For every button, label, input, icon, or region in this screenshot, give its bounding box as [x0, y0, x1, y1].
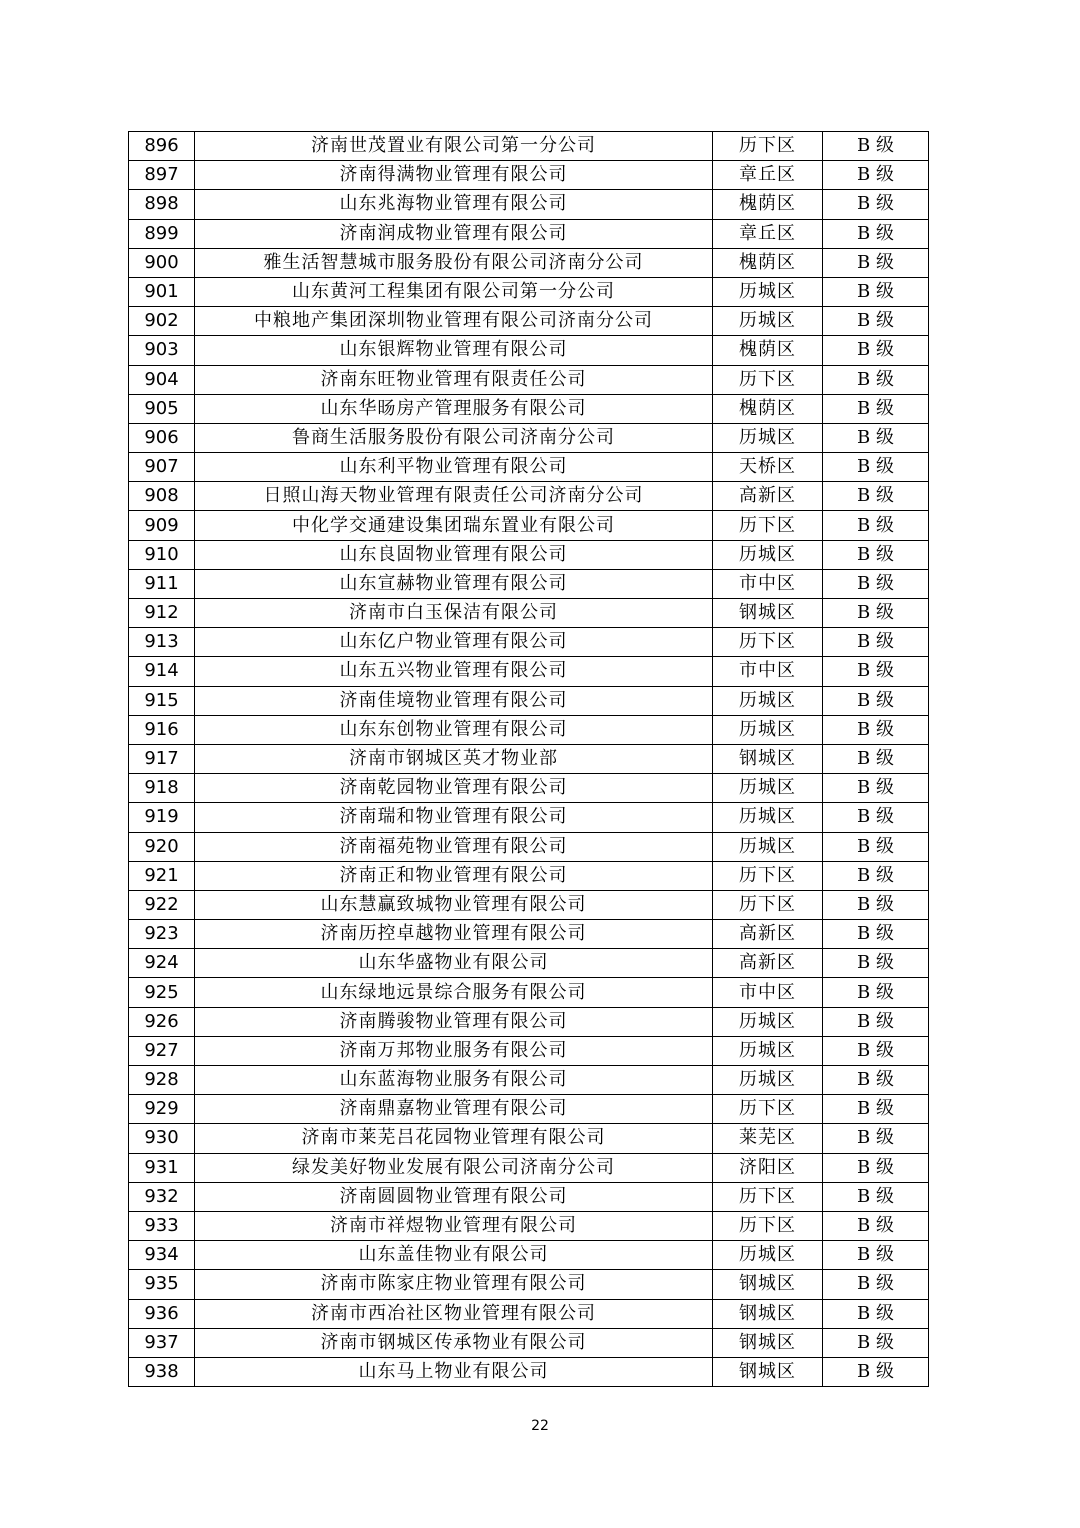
- table-row: [129, 1328, 929, 1357]
- district-cell: 高新区: [713, 482, 823, 511]
- company-name-cell: 济南福苑物业管理有限公司: [195, 832, 713, 861]
- district-cell: 历下区: [713, 890, 823, 919]
- table-row: [129, 394, 929, 423]
- row-number-cell: 913: [129, 628, 195, 657]
- company-name-cell: 济南瑞和物业管理有限公司: [195, 803, 713, 832]
- grade-cell: B 级: [823, 832, 929, 861]
- company-name-cell: 鲁商生活服务股份有限公司济南分公司: [195, 423, 713, 452]
- company-name-cell: 济南佳境物业管理有限公司: [195, 686, 713, 715]
- table-row: [129, 453, 929, 482]
- table-row: [129, 1211, 929, 1240]
- district-cell: 历城区: [713, 423, 823, 452]
- row-number-cell: 906: [129, 423, 195, 452]
- row-number-cell: 932: [129, 1182, 195, 1211]
- district-cell: 历城区: [713, 803, 823, 832]
- row-number-cell: 934: [129, 1241, 195, 1270]
- row-number-cell: 929: [129, 1095, 195, 1124]
- company-name-cell: 山东华旸房产管理服务有限公司: [195, 394, 713, 423]
- table-row: [129, 832, 929, 861]
- table-row: [129, 686, 929, 715]
- grade-cell: B 级: [823, 1182, 929, 1211]
- company-name-cell: 山东亿户物业管理有限公司: [195, 628, 713, 657]
- table-row: [129, 715, 929, 744]
- district-cell: 历城区: [713, 1241, 823, 1270]
- district-cell: 钢城区: [713, 744, 823, 773]
- grade-cell: B 级: [823, 540, 929, 569]
- company-name-cell: 山东盖佳物业有限公司: [195, 1241, 713, 1270]
- row-number-cell: 908: [129, 482, 195, 511]
- row-number-cell: 921: [129, 861, 195, 890]
- row-number-cell: 903: [129, 336, 195, 365]
- table-row: [129, 1241, 929, 1270]
- table-row: [129, 774, 929, 803]
- table-row: [129, 1095, 929, 1124]
- company-name-cell: 济南鼎嘉物业管理有限公司: [195, 1095, 713, 1124]
- table-row: [129, 861, 929, 890]
- company-name-cell: 山东东创物业管理有限公司: [195, 715, 713, 744]
- grade-cell: B 级: [823, 949, 929, 978]
- company-name-cell: 山东兆海物业管理有限公司: [195, 190, 713, 219]
- row-number-cell: 922: [129, 890, 195, 919]
- district-cell: 历下区: [713, 1095, 823, 1124]
- grade-cell: B 级: [823, 277, 929, 306]
- table-row: [129, 482, 929, 511]
- district-cell: 历下区: [713, 1211, 823, 1240]
- company-name-cell: 济南乾园物业管理有限公司: [195, 774, 713, 803]
- company-name-cell: 山东银辉物业管理有限公司: [195, 336, 713, 365]
- company-name-cell: 山东慧赢致城物业管理有限公司: [195, 890, 713, 919]
- grade-cell: B 级: [823, 803, 929, 832]
- row-number-cell: 898: [129, 190, 195, 219]
- row-number-cell: 925: [129, 978, 195, 1007]
- grade-cell: B 级: [823, 190, 929, 219]
- grade-cell: B 级: [823, 1066, 929, 1095]
- district-cell: 历下区: [713, 1182, 823, 1211]
- table-row: [129, 365, 929, 394]
- row-number-cell: 910: [129, 540, 195, 569]
- company-name-cell: 雅生活智慧城市服务股份有限公司济南分公司: [195, 248, 713, 277]
- grade-cell: B 级: [823, 453, 929, 482]
- district-cell: 历城区: [713, 715, 823, 744]
- district-cell: 钢城区: [713, 1270, 823, 1299]
- grade-cell: B 级: [823, 1241, 929, 1270]
- table-row: [129, 248, 929, 277]
- row-number-cell: 917: [129, 744, 195, 773]
- grade-cell: B 级: [823, 1124, 929, 1153]
- district-cell: 槐荫区: [713, 394, 823, 423]
- district-cell: 历下区: [713, 132, 823, 161]
- company-name-cell: 山东五兴物业管理有限公司: [195, 657, 713, 686]
- grade-cell: B 级: [823, 715, 929, 744]
- table-row: [129, 511, 929, 540]
- company-name-cell: 绿发美好物业发展有限公司济南分公司: [195, 1153, 713, 1182]
- district-cell: 市中区: [713, 978, 823, 1007]
- table-row: [129, 277, 929, 306]
- company-name-cell: 山东绿地远景综合服务有限公司: [195, 978, 713, 1007]
- district-cell: 章丘区: [713, 161, 823, 190]
- row-number-cell: 937: [129, 1328, 195, 1357]
- table-row: [129, 657, 929, 686]
- table-row: [129, 920, 929, 949]
- company-name-cell: 济南得满物业管理有限公司: [195, 161, 713, 190]
- company-name-cell: 济南市陈家庄物业管理有限公司: [195, 1270, 713, 1299]
- district-cell: 槐荫区: [713, 336, 823, 365]
- row-number-cell: 916: [129, 715, 195, 744]
- row-number-cell: 927: [129, 1036, 195, 1065]
- company-name-cell: 济南东旺物业管理有限责任公司: [195, 365, 713, 394]
- grade-cell: B 级: [823, 1270, 929, 1299]
- district-cell: 历下区: [713, 511, 823, 540]
- grade-cell: B 级: [823, 1095, 929, 1124]
- grade-cell: B 级: [823, 1153, 929, 1182]
- table-row: [129, 1007, 929, 1036]
- table-row: [129, 949, 929, 978]
- district-cell: 历下区: [713, 861, 823, 890]
- company-name-cell: 山东黄河工程集团有限公司第一分公司: [195, 277, 713, 306]
- row-number-cell: 911: [129, 569, 195, 598]
- row-number-cell: 914: [129, 657, 195, 686]
- table-row: [129, 628, 929, 657]
- row-number-cell: 907: [129, 453, 195, 482]
- company-name-cell: 山东利平物业管理有限公司: [195, 453, 713, 482]
- company-name-cell: 山东华盛物业有限公司: [195, 949, 713, 978]
- company-name-cell: 济南市钢城区英才物业部: [195, 744, 713, 773]
- district-cell: 历下区: [713, 628, 823, 657]
- row-number-cell: 933: [129, 1211, 195, 1240]
- grade-cell: B 级: [823, 132, 929, 161]
- row-number-cell: 902: [129, 307, 195, 336]
- company-name-cell: 济南万邦物业服务有限公司: [195, 1036, 713, 1065]
- district-cell: 历城区: [713, 307, 823, 336]
- company-name-cell: 济南市西冶社区物业管理有限公司: [195, 1299, 713, 1328]
- district-cell: 高新区: [713, 920, 823, 949]
- table-row: [129, 599, 929, 628]
- row-number-cell: 919: [129, 803, 195, 832]
- row-number-cell: 928: [129, 1066, 195, 1095]
- district-cell: 槐荫区: [713, 190, 823, 219]
- grade-cell: B 级: [823, 628, 929, 657]
- table-row: [129, 219, 929, 248]
- row-number-cell: 930: [129, 1124, 195, 1153]
- grade-cell: B 级: [823, 686, 929, 715]
- grade-cell: B 级: [823, 599, 929, 628]
- company-name-cell: 济南世茂置业有限公司第一分公司: [195, 132, 713, 161]
- grade-cell: B 级: [823, 365, 929, 394]
- table-row: [129, 336, 929, 365]
- grade-cell: B 级: [823, 482, 929, 511]
- grade-cell: B 级: [823, 978, 929, 1007]
- company-rating-table: [128, 131, 929, 1387]
- grade-cell: B 级: [823, 920, 929, 949]
- company-name-cell: 中粮地产集团深圳物业管理有限公司济南分公司: [195, 307, 713, 336]
- row-number-cell: 897: [129, 161, 195, 190]
- table-row: [129, 1066, 929, 1095]
- company-name-cell: 济南市莱芜吕花园物业管理有限公司: [195, 1124, 713, 1153]
- table-row: [129, 540, 929, 569]
- company-name-cell: 山东宣赫物业管理有限公司: [195, 569, 713, 598]
- company-name-cell: 山东良固物业管理有限公司: [195, 540, 713, 569]
- district-cell: 历城区: [713, 277, 823, 306]
- table-row: [129, 1124, 929, 1153]
- row-number-cell: 926: [129, 1007, 195, 1036]
- company-name-cell: 日照山海天物业管理有限责任公司济南分公司: [195, 482, 713, 511]
- district-cell: 天桥区: [713, 453, 823, 482]
- grade-cell: B 级: [823, 1211, 929, 1240]
- district-cell: 历城区: [713, 774, 823, 803]
- row-number-cell: 923: [129, 920, 195, 949]
- company-name-cell: 济南腾骏物业管理有限公司: [195, 1007, 713, 1036]
- table-row: [129, 307, 929, 336]
- row-number-cell: 896: [129, 132, 195, 161]
- district-cell: 章丘区: [713, 219, 823, 248]
- table-row: [129, 161, 929, 190]
- row-number-cell: 931: [129, 1153, 195, 1182]
- row-number-cell: 936: [129, 1299, 195, 1328]
- row-number-cell: 915: [129, 686, 195, 715]
- district-cell: 钢城区: [713, 1357, 823, 1386]
- grade-cell: B 级: [823, 161, 929, 190]
- table-row: [129, 1357, 929, 1386]
- grade-cell: B 级: [823, 569, 929, 598]
- company-name-cell: 济南圆圆物业管理有限公司: [195, 1182, 713, 1211]
- district-cell: 槐荫区: [713, 248, 823, 277]
- grade-cell: B 级: [823, 248, 929, 277]
- district-cell: 钢城区: [713, 599, 823, 628]
- grade-cell: B 级: [823, 423, 929, 452]
- grade-cell: B 级: [823, 511, 929, 540]
- district-cell: 历城区: [713, 832, 823, 861]
- company-name-cell: 济南润成物业管理有限公司: [195, 219, 713, 248]
- company-name-cell: 济南市祥煜物业管理有限公司: [195, 1211, 713, 1240]
- grade-cell: B 级: [823, 1036, 929, 1065]
- district-cell: 历城区: [713, 1007, 823, 1036]
- row-number-cell: 935: [129, 1270, 195, 1299]
- company-name-cell: 济南市钢城区传承物业有限公司: [195, 1328, 713, 1357]
- grade-cell: B 级: [823, 1007, 929, 1036]
- table-row: [129, 803, 929, 832]
- grade-cell: B 级: [823, 1357, 929, 1386]
- table-row: [129, 569, 929, 598]
- district-cell: 市中区: [713, 657, 823, 686]
- grade-cell: B 级: [823, 657, 929, 686]
- district-cell: 钢城区: [713, 1299, 823, 1328]
- table-row: [129, 1299, 929, 1328]
- table-row: [129, 890, 929, 919]
- grade-cell: B 级: [823, 861, 929, 890]
- district-cell: 历城区: [713, 686, 823, 715]
- table-row: [129, 1036, 929, 1065]
- row-number-cell: 920: [129, 832, 195, 861]
- row-number-cell: 901: [129, 277, 195, 306]
- grade-cell: B 级: [823, 774, 929, 803]
- row-number-cell: 909: [129, 511, 195, 540]
- table-body: [129, 132, 929, 1387]
- table-row: [129, 423, 929, 452]
- district-cell: 钢城区: [713, 1328, 823, 1357]
- company-name-cell: 济南历控卓越物业管理有限公司: [195, 920, 713, 949]
- company-name-cell: 济南市白玉保洁有限公司: [195, 599, 713, 628]
- grade-cell: B 级: [823, 307, 929, 336]
- grade-cell: B 级: [823, 744, 929, 773]
- district-cell: 莱芜区: [713, 1124, 823, 1153]
- table-row: [129, 744, 929, 773]
- grade-cell: B 级: [823, 1328, 929, 1357]
- row-number-cell: 904: [129, 365, 195, 394]
- district-cell: 历城区: [713, 1036, 823, 1065]
- district-cell: 济阳区: [713, 1153, 823, 1182]
- row-number-cell: 938: [129, 1357, 195, 1386]
- grade-cell: B 级: [823, 219, 929, 248]
- district-cell: 高新区: [713, 949, 823, 978]
- district-cell: 历城区: [713, 540, 823, 569]
- district-cell: 市中区: [713, 569, 823, 598]
- row-number-cell: 918: [129, 774, 195, 803]
- grade-cell: B 级: [823, 890, 929, 919]
- company-name-cell: 济南正和物业管理有限公司: [195, 861, 713, 890]
- table-row: [129, 1153, 929, 1182]
- district-cell: 历城区: [713, 1066, 823, 1095]
- row-number-cell: 899: [129, 219, 195, 248]
- row-number-cell: 900: [129, 248, 195, 277]
- district-cell: 历下区: [713, 365, 823, 394]
- row-number-cell: 912: [129, 599, 195, 628]
- table-row: [129, 132, 929, 161]
- row-number-cell: 905: [129, 394, 195, 423]
- page-number: 22: [531, 1418, 549, 1434]
- table-row: [129, 1182, 929, 1211]
- row-number-cell: 924: [129, 949, 195, 978]
- company-name-cell: 山东蓝海物业服务有限公司: [195, 1066, 713, 1095]
- company-name-cell: 中化学交通建设集团瑞东置业有限公司: [195, 511, 713, 540]
- grade-cell: B 级: [823, 394, 929, 423]
- grade-cell: B 级: [823, 1299, 929, 1328]
- table-row: [129, 1270, 929, 1299]
- table-row: [129, 978, 929, 1007]
- grade-cell: B 级: [823, 336, 929, 365]
- table-row: [129, 190, 929, 219]
- company-name-cell: 山东马上物业有限公司: [195, 1357, 713, 1386]
